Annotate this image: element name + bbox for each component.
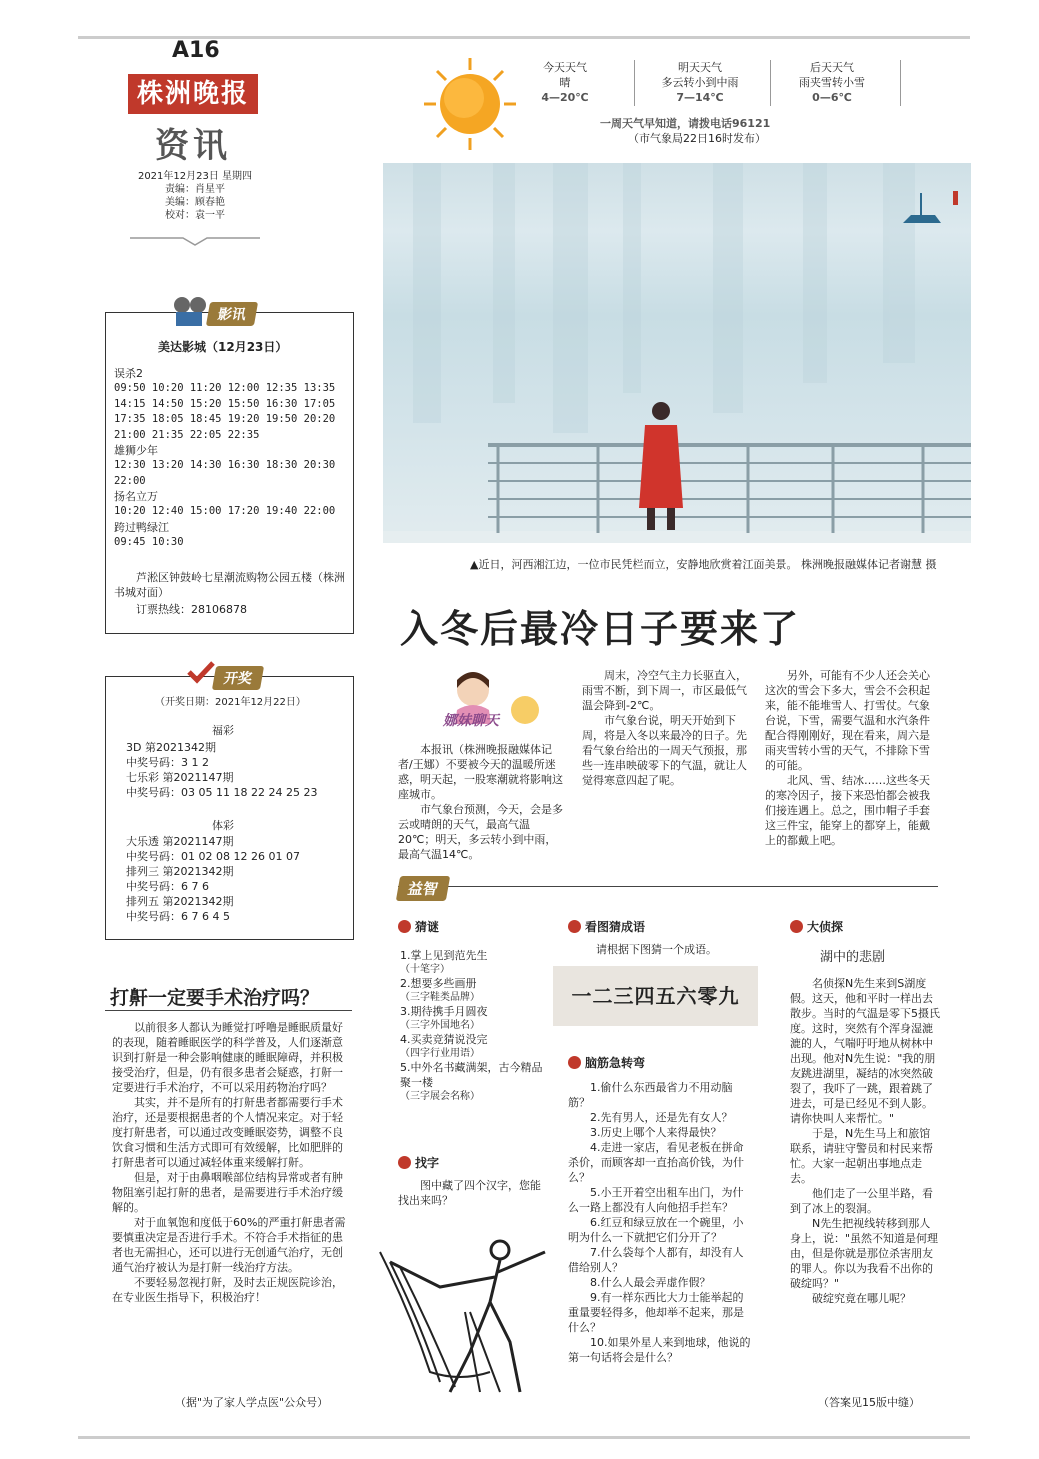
bullet-icon <box>568 1056 581 1069</box>
snoring-source: （据"为了家人学点医"公众号） <box>175 1396 329 1409</box>
riddle-question: 5.中外名书藏满架，古今精品聚一楼 <box>400 1061 543 1089</box>
lottery-line: 排列三 第2021342期 <box>126 865 234 878</box>
teasers-title: 脑筋急转弯 <box>585 1056 646 1070</box>
lottery-line: 大乐透 第2021147期 <box>126 835 234 848</box>
weather-today-label: 今天天气 <box>543 61 587 74</box>
welfare-list <box>126 740 346 800</box>
header-chevron-divider <box>128 232 263 246</box>
article-col-2 <box>582 668 750 788</box>
cinema-title: 美达影城（12月23日） <box>158 340 288 354</box>
detective-para: 于是，N先生马上和旅馆联系，请驻守警员和村民来帮忙。大家一起朝出事地点走去。 <box>790 1127 933 1185</box>
movie-name: 误杀2 <box>114 367 143 380</box>
lottery-date: （开奖日期：2021年12月22日） <box>155 697 306 708</box>
idiom-header <box>568 918 645 935</box>
proofreader-credit: 校对：袁一平 <box>165 210 225 221</box>
photo-caption: ▲近日，河西湘江边，一位市民凭栏而立，安静地欣赏着江面美景。 株洲晚报融媒体记者谢慧 摄 <box>470 558 937 571</box>
movie-times: 09:45 10:30 <box>114 535 184 548</box>
teaser-item: 2.先有男人，还是先有女人？ <box>590 1111 733 1124</box>
puzzles-tag: 益智 <box>396 876 450 901</box>
teasers-list <box>568 1080 753 1365</box>
teaser-item: 8.什么人最会弄虚作假？ <box>590 1276 711 1289</box>
teaser-item: 7.什么袋每个人都有，却没有人借给别人？ <box>568 1246 744 1274</box>
article-col-1 <box>398 742 566 862</box>
column-logo-text: 娜妹聊天 <box>443 713 499 729</box>
bullet-icon <box>398 920 411 933</box>
snoring-para: 不要轻易忽视打鼾，及时去正规医院诊治，在专业医生指导下，积极治疗！ <box>112 1276 343 1304</box>
riddle-question: 3.期待携手月圆夜 <box>400 1005 488 1018</box>
weather-after <box>782 60 882 105</box>
woman-figure <box>639 402 683 530</box>
article-para: 市气象台预测，今天，会是多云或晴朗的天气，最高气温20℃；明天，多云转小到中雨，最高气温14℃。 <box>398 803 563 861</box>
header-meta <box>130 170 260 222</box>
sun-icon <box>422 56 518 152</box>
bullet-icon <box>568 920 581 933</box>
detective-para: 他们走了一公里半路，看到了冰上的裂洞。 <box>790 1187 933 1215</box>
riddles-title: 猜谜 <box>415 920 440 934</box>
movie-name: 雄狮少年 <box>114 444 158 457</box>
lottery-line: 中奖号码：6 7 6 <box>126 880 209 893</box>
weather-hotline: 一周天气早知道，请拨电话96121 <box>600 117 771 130</box>
riddle-answer-type: （三字外国地名） <box>400 1020 480 1031</box>
detective-header <box>790 918 843 935</box>
movie-times: 09:50 10:20 11:20 12:00 12:35 13:35 14:15 14:50 15:20 15:50 16:30 17:05 17:35 18:05 18:45 19:20 19:50 20:20 21:00 21:35 22:05 22:35 <box>114 382 336 441</box>
lottery-line: 中奖号码：03 05 11 18 22 24 25 23 <box>126 786 318 799</box>
lottery-line: 排列五 第2021342期 <box>126 895 234 908</box>
welfare-title: 福彩 <box>212 724 234 737</box>
cinema-schedule <box>114 366 349 550</box>
lottery-line: 中奖号码：01 02 08 12 26 01 07 <box>126 850 300 863</box>
page-number: A16 <box>172 38 220 63</box>
editor-credit: 责编：肖星平 <box>165 184 225 195</box>
cinema-phone: 订票热线：28106878 <box>136 603 247 616</box>
article-para: 本报讯（株洲晚报融媒体记者/王娜）不要被今天的温暖所迷惑，明天起，一股寒潮就将影响这座城市。 <box>398 743 563 801</box>
detective-answer-note: （答案见15版中缝） <box>818 1396 920 1409</box>
article-para: 另外，可能有不少人还会关心这次的雪会下多大，雪会不会积起来，能不能堆雪人、打雪仗。气象台说，下雪，需要气温和水汽条件配合得刚刚好，现在看来，周六是雨夹雪转小雪的天气，不排除下雪的可能。 <box>765 669 930 772</box>
article-para: 北风、雪、结冰……这些冬天的寒冷因子，接下来恐怕都会被我们接连遇上。总之，围巾帽子手套这三件宝，能穿上的都穿上，能戴上的都戴上吧。 <box>765 774 930 847</box>
weather-after-temp: 0—6℃ <box>812 91 852 104</box>
bullet-icon <box>398 1156 411 1169</box>
movie-name: 扬名立万 <box>114 490 158 503</box>
sports-list <box>126 834 346 924</box>
issue-date: 2021年12月23日 星期四 <box>137 171 253 182</box>
weather-source: （市气象局22日16时发布） <box>628 132 766 145</box>
detective-title: 大侦探 <box>807 920 844 934</box>
riddles-header <box>398 918 439 935</box>
riddle-question: 1.掌上见到范先生 <box>400 949 488 962</box>
weather-after-label: 后天天气 <box>810 61 854 74</box>
weather-tomorrow-condition: 多云转小到中雨 <box>661 76 739 89</box>
teaser-item: 5.小王开着空出租车出门，为什么一路上都没有人向他招手拦车？ <box>568 1186 744 1214</box>
riddle-answer-type: （十笔字） <box>400 964 450 975</box>
weather-today <box>525 60 605 105</box>
cinema-address: 芦淞区钟鼓岭七星潮流购物公园五楼（株洲书城对面） <box>114 571 345 599</box>
riddle-answer-type: （三字鞋类品牌） <box>400 992 480 1003</box>
designer-credit: 美编：顾春艳 <box>165 197 225 208</box>
cinema-tag: 影讯 <box>206 302 258 326</box>
weather-tomorrow-temp: 7—14℃ <box>676 91 724 104</box>
article-para: 市气象台说，明天开始到下周，将是入冬以来最冷的日子。先看气象台给出的一周天气预报，那些一连串映破零下的气温，就让人觉得寒意四起了呢。 <box>582 714 747 787</box>
checkmark-icon <box>186 660 216 684</box>
movie-times: 12:30 13:20 14:30 16:30 18:30 20:30 22:00 <box>114 459 336 487</box>
weather-today-temp: 4—20℃ <box>541 91 589 104</box>
snoring-para: 对于血氧饱和度低于60%的严重打鼾患者需要慎重决定是否进行手术。不符合手术指征的患者也无需担心，还可以进行无创通气治疗，无创通气治疗被认为是打鼾一线治疗方法。 <box>112 1216 346 1274</box>
snoring-para: 但是，对于由鼻咽喉部位结构异常或者有肿物阻塞引起打鼾的患者，是需要进行手术治疗缓解的。 <box>112 1171 343 1214</box>
lottery-line: 中奖号码：6 7 6 4 5 <box>126 910 230 923</box>
sports-title: 体彩 <box>212 819 234 832</box>
riddles-list <box>400 948 550 1103</box>
dancers-illustration <box>370 1232 560 1397</box>
teaser-item: 6.红豆和绿豆放在一个碗里，小明为什么一下就把它们分开了？ <box>568 1216 744 1244</box>
article-col-3 <box>765 668 933 848</box>
teaser-item: 10.如果外星人来到地球，他说的第一句话将会是什么？ <box>568 1336 751 1364</box>
riddle-answer-type: （三字展会名称） <box>400 1091 480 1102</box>
article-para: 周末，冷空气主力长驱直入，雨雪不断，到下周一，市区最低气温会降到-2℃。 <box>582 669 747 712</box>
bullet-icon <box>790 920 803 933</box>
find-char-title: 找字 <box>415 1156 440 1170</box>
find-char-text: 图中藏了四个汉字，您能找出来吗？ <box>398 1179 541 1207</box>
paper-name: 株洲晚报 <box>128 74 258 114</box>
weather-tomorrow <box>650 60 750 105</box>
riddle-question: 2.想要多些画册 <box>400 977 477 990</box>
snoring-body <box>112 1020 347 1305</box>
detective-para: 破绽究竟在哪儿呢？ <box>812 1292 911 1305</box>
detective-story-title: 湖中的悲剧 <box>820 950 886 965</box>
teasers-header <box>568 1054 645 1071</box>
teaser-item: 9.有一样东西比大力士能举起的重量要轻得多，他却举不起来，那是什么？ <box>568 1291 744 1334</box>
column-logo <box>435 668 545 738</box>
lottery-line: 3D 第2021342期 <box>126 741 216 754</box>
movie-times: 10:20 12:40 15:00 17:20 19:40 22:00 <box>114 505 336 517</box>
snoring-para: 其实，并不是所有的打鼾患者都需要行手术治疗，还是要根据患者的个人情况来定。对于轻度打鼾患者，可以通过改变睡眠姿势，调整不良饮食习惯和生活方式即可有效缓解，比如肥胖的打鼾患者可以通过减轻体重来缓解打鼾。 <box>112 1096 343 1169</box>
weather-tomorrow-label: 明天天气 <box>678 61 722 74</box>
teaser-item: 4.走进一家店，看见老板在拼命杀价，而顾客却一直抬高价钱，为什么？ <box>568 1141 744 1184</box>
section-title: 资讯 <box>155 126 231 166</box>
riddle-question: 4.买卖竞猜说没完 <box>400 1033 488 1046</box>
detective-para: 名侦探N先生来到S湖度假。这天，他和平时一样出去散步。当时的气温是零下5摄氏度。这时，突然有个浑身湿漉漉的人，气喘吁吁地从树林中出现。他对N先生说："我的朋友跳进湖里，凝结的冰突然破裂了，我吓了一跳，跟着跳了进去，可是已经见不到人影。请你快叫人来帮忙。" <box>790 977 940 1125</box>
snoring-para: 以前很多人都认为睡觉打呼噜是睡眠质量好的表现，随着睡眠医学的科学普及，人们逐渐意识到打鼾是一种会影响健康的睡眠障碍，并积极接受治疗，但是，仍有很多患者会疑惑，打鼾一定要进行手术治疗，不可以采用药物治疗吗？ <box>112 1021 343 1094</box>
riddle-answer-type: （四字行业用语） <box>400 1048 480 1059</box>
film-projector-icon <box>170 296 210 328</box>
teaser-item: 1.偷什么东西最省力不用动脑筋？ <box>568 1081 733 1109</box>
lottery-line: 中奖号码：3 1 2 <box>126 756 209 769</box>
lottery-line: 七乐彩 第2021147期 <box>126 771 234 784</box>
find-char-header <box>398 1154 439 1171</box>
snoring-title: 打鼾一定要手术治疗吗？ <box>110 987 320 1009</box>
idiom-prompt: 请根据下图猜一个成语。 <box>596 943 717 956</box>
weather-after-condition: 雨夹雪转小雪 <box>799 76 865 89</box>
river-photo <box>383 163 971 543</box>
weather-today-condition: 晴 <box>559 76 571 89</box>
lottery-tag: 开奖 <box>212 666 264 690</box>
idiom-image: 一二三四五六零九 <box>553 966 758 1026</box>
detective-story <box>790 976 940 1306</box>
main-headline: 入冬后最冷日子要来了 <box>400 607 801 651</box>
movie-name: 跨过鸭绿江 <box>114 520 169 534</box>
teaser-item: 3.历史上哪个人来得最快？ <box>590 1126 722 1139</box>
idiom-title: 看图猜成语 <box>585 920 646 934</box>
detective-para: N先生把视线转移到那人身上，说："虽然不知道是何理由，但是你就是那位杀害朋友的罪人。你以为我看不出你的破绽吗？" <box>790 1217 939 1290</box>
